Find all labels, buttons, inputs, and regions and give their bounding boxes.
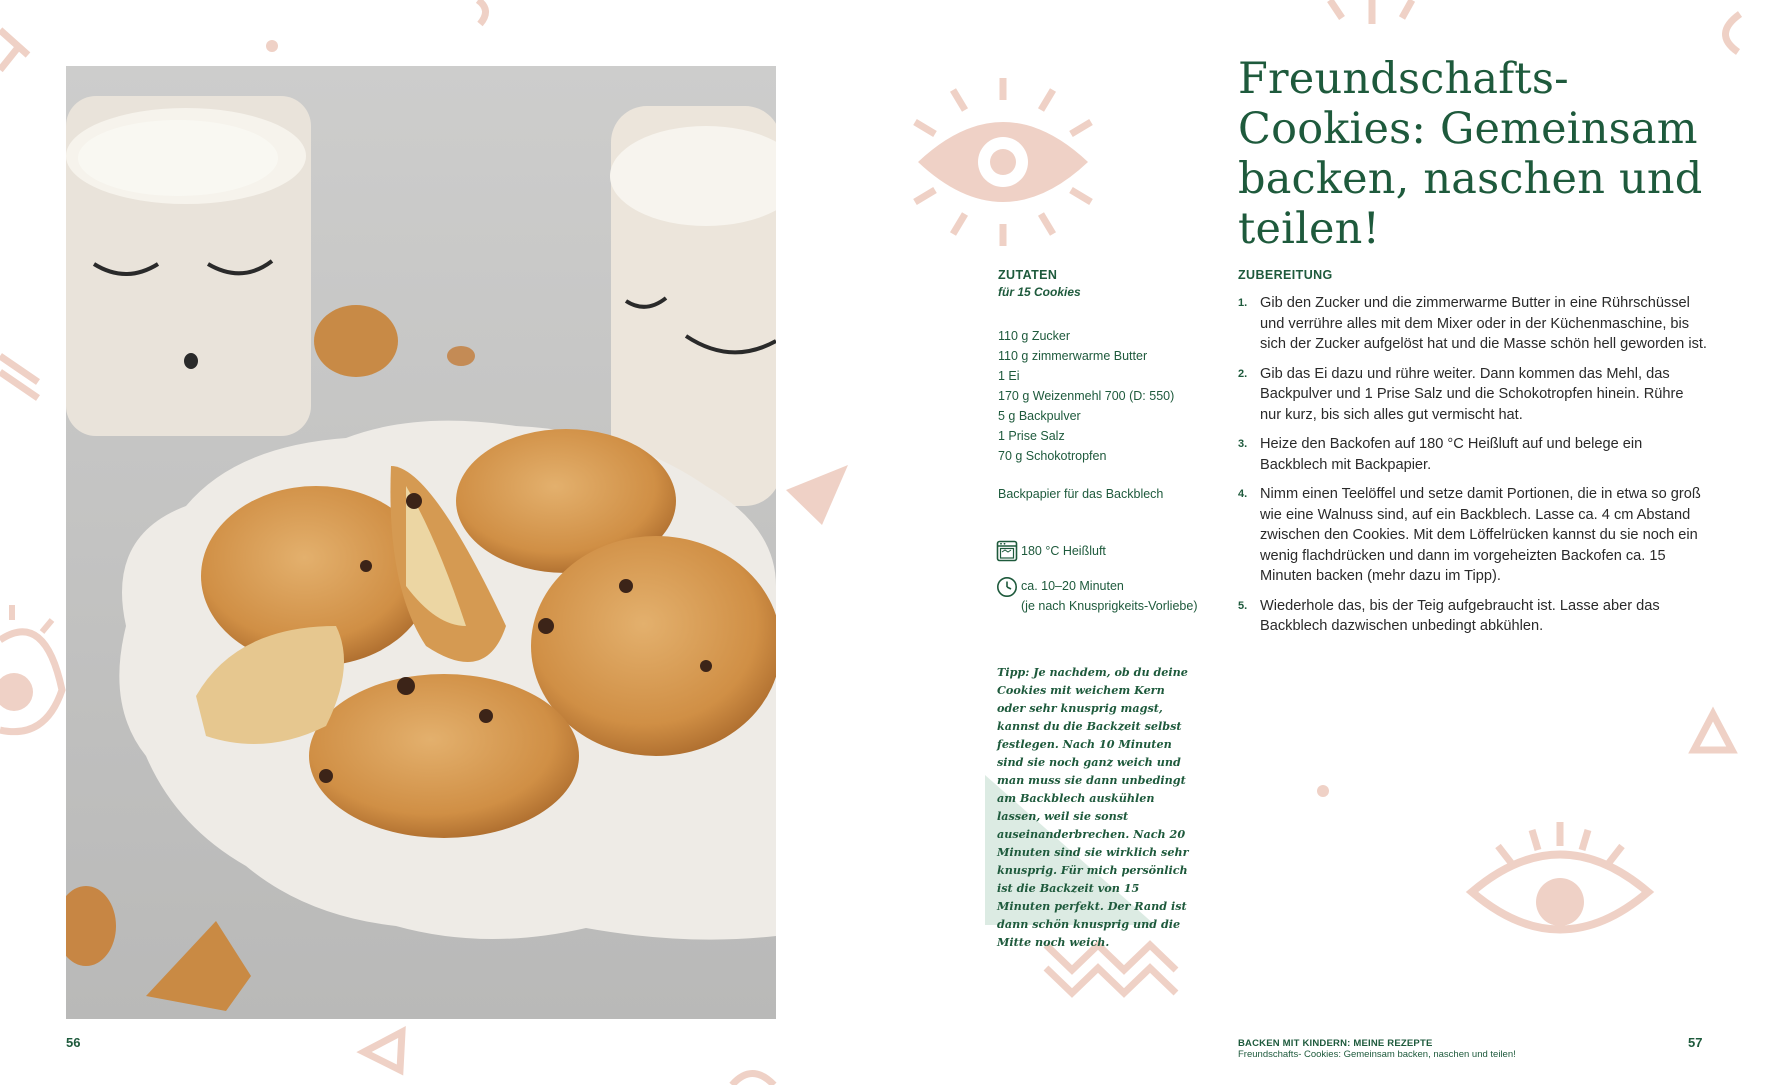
step-text: Wiederhole das, bis der Teig aufgebraucht ist. Lasse aber das Backblech dazwischen unbedingt abkühlen. — [1260, 597, 1660, 634]
triangle-icon — [786, 465, 848, 525]
cookies-photo — [66, 66, 776, 1019]
ingredient-item: 110 g zimmerwarme Butter — [998, 349, 1148, 363]
ingredient-item: 70 g Schokotropfen — [998, 449, 1107, 463]
dot-icon — [266, 40, 278, 52]
ingredient-item: 1 Ei — [998, 369, 1020, 383]
baking-time — [996, 576, 1226, 616]
ingredients-subheading: für 15 Cookies — [998, 285, 1081, 299]
triangle-icon — [1694, 714, 1732, 750]
step-text: Heize den Backofen auf 180 °C Heißluft auf und belege ein Backblech mit Backpapier. — [1260, 436, 1643, 473]
step-number: 4. — [1238, 488, 1248, 500]
ingredient-item: 5 g Backpulver — [998, 409, 1081, 423]
decor-arc-icon — [478, 0, 486, 24]
ingredients-heading: ZUTATEN — [998, 268, 1058, 282]
eye-icon — [1472, 822, 1648, 930]
decor-arc-icon — [1725, 14, 1740, 52]
step-item — [1238, 484, 1708, 587]
page-number-left: 56 — [66, 1035, 81, 1050]
dot-icon — [1317, 785, 1329, 797]
ingredients-list — [998, 326, 1218, 466]
sun-rays-icon — [1330, 0, 1412, 24]
step-number: 3. — [1238, 438, 1248, 450]
step-item — [1238, 293, 1708, 355]
ingredient-extra: Backpapier für das Backblech — [998, 487, 1164, 501]
clock-icon — [996, 576, 1018, 598]
time-text: ca. 10–20 Minuten — [1021, 579, 1124, 593]
decor-arc-icon — [732, 1074, 774, 1085]
tip-text: Tipp: Je nachdem, ob du deine Cookies mit weichem Kern oder sehr knusprig magst, kannst du die Backzeit selbst festlegen. Nach 10 Minuten sind sie noch ganz weich und man muss sie dann unbedingt am Backblech auskühlen lassen, weil sie sonst auseinanderbrechen. Nach 20 Minuten sind sie wirklich sehr knusprig. Für mich persönlich ist die Backzeit von 15 Minuten perfekt. Der Rand ist dann schön knusprig und die Mitte noch weich. — [997, 665, 1189, 949]
step-item — [1238, 364, 1708, 426]
oven-setting — [996, 540, 1226, 562]
step-text: Gib das Ei dazu und rühre weiter. Dann kommen das Mehl, das Backpulver und 1 Prise Salz und die Schokotropfen hinein. Rühre nur kurz, bis sich alles gut vermischt hat. — [1260, 365, 1684, 423]
ingredients-section — [998, 268, 1218, 501]
page-number-right: 57 — [1688, 1035, 1703, 1050]
step-number: 2. — [1238, 367, 1248, 380]
time-note: (je nach Knusprigkeits-Vorliebe) — [1021, 599, 1198, 613]
recipe-title: Freundschafts-Cookies: Gemeinsam backen, naschen und teilen! — [1238, 54, 1703, 254]
oven-text: 180 °C Heißluft — [1021, 544, 1106, 558]
eye-icon — [915, 78, 1091, 246]
step-text: Nimm einen Teelöffel und setze damit Portionen, die in etwa so groß wie eine Walnuss sind, auf ein Backblech. Lasse ca. 4 cm Abstand zwischen den Cookies. Mit dem Löffelrücken kannst du sie noch ein wenig flachdrücken und dann im vorgeheizten Backofen ca. 15 Minuten backen (mehr dazu im Tipp). — [1260, 486, 1701, 584]
chevron-icon — [0, 356, 38, 398]
running-head — [1238, 1038, 1658, 1060]
cup-left — [66, 96, 311, 436]
zigzag-icon — [1046, 945, 1176, 993]
step-text: Gib den Zucker und die zimmerwarme Butter in eine Rührschüssel und verrühre alles mit dem Mixer oder in der Küchenmaschine, bis sich der Zucker aufgelöst hat und die Masse schön hell geworden ist. — [1260, 295, 1707, 352]
step-number: 1. — [1238, 297, 1248, 309]
ingredient-item: 1 Prise Salz — [998, 429, 1065, 443]
ingredient-item: 170 g Weizenmehl 700 (D: 550) — [998, 389, 1175, 403]
step-number: 5. — [1238, 599, 1248, 612]
oven-icon — [996, 540, 1018, 562]
running-head-title: Freundschafts- Cookies: Gemeinsam backen, naschen und teilen! — [1238, 1049, 1516, 1060]
step-item — [1238, 596, 1708, 637]
running-head-chapter: BACKEN MIT KINDERN: MEINE REZEPTE — [1238, 1038, 1433, 1049]
preparation-steps — [1238, 293, 1708, 646]
ingredient-item: 110 g Zucker — [998, 329, 1071, 343]
step-item — [1238, 434, 1708, 475]
triangle-icon — [364, 1032, 402, 1070]
eye-icon — [0, 605, 62, 732]
decor-arc-icon — [0, 30, 28, 70]
preparation-heading: ZUBEREITUNG — [1238, 268, 1333, 282]
